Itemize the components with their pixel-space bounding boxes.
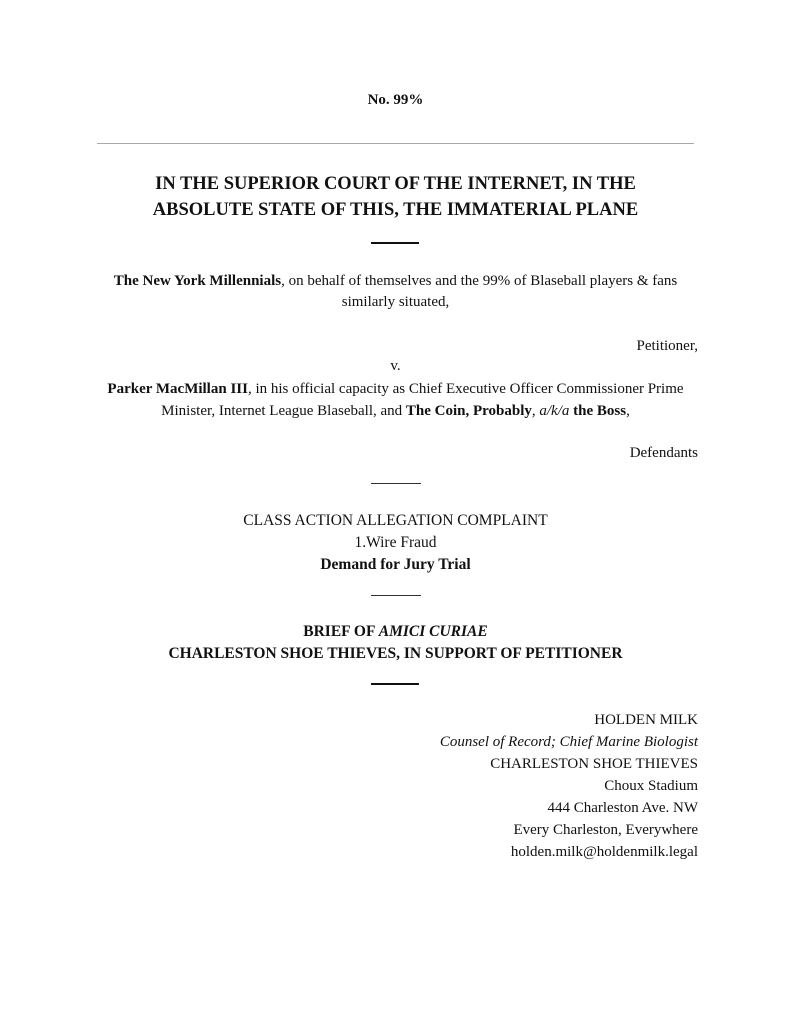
petitioner-line-2: similarly situated, xyxy=(341,294,450,310)
brief-title xyxy=(0,621,791,665)
section-rule-2 xyxy=(371,483,421,484)
defendant-alias: the Boss xyxy=(573,403,627,419)
defendant-role: Defendants xyxy=(629,445,698,461)
defendant-name: Parker MacMillan III xyxy=(107,381,248,397)
counsel-email: holden.milk@holdenmilk.legal xyxy=(510,844,698,860)
petitioner-name: The New York Millennials xyxy=(113,273,282,289)
counsel-org: CHARLESTON SHOE THIEVES xyxy=(490,756,698,772)
second-defendant-name: The Coin, Probably xyxy=(405,403,532,419)
complaint-title: CLASS ACTION ALLEGATION COMPLAINT xyxy=(243,512,548,529)
amici-curiae: AMICI CURIAE xyxy=(378,623,488,640)
section-rule-3 xyxy=(371,595,421,596)
header-divider xyxy=(97,143,694,144)
aka-label: a/k/a xyxy=(539,403,570,419)
complaint-count: 1.Wire Fraud xyxy=(354,534,437,551)
brief-line-2: CHARLESTON SHOE THIEVES, IN SUPPORT OF PETITIONER xyxy=(168,645,623,662)
defendant-line-2 xyxy=(0,400,791,422)
court-caption xyxy=(0,171,791,223)
section-rule-4 xyxy=(371,683,419,685)
brief-line-1 xyxy=(0,621,791,643)
counsel-city: Every Charleston, Everywhere xyxy=(513,822,698,838)
petitioner-block xyxy=(0,271,791,313)
counsel-name: HOLDEN MILK xyxy=(594,712,698,728)
complaint-block xyxy=(0,510,791,576)
counsel-block xyxy=(440,709,698,863)
petitioner-description: , on behalf of themselves and the 99% of Blaseball players & fans xyxy=(281,273,678,289)
counsel-title: Counsel of Record; Chief Marine Biologist xyxy=(439,734,698,750)
defendant-description: , in his official capacity as Chief Executive Officer Commissioner Prime xyxy=(247,381,684,397)
jury-demand: Demand for Jury Trial xyxy=(320,556,471,573)
versus: v. xyxy=(390,358,401,374)
counsel-venue: Choux Stadium xyxy=(604,778,698,794)
counsel-street: 444 Charleston Ave. NW xyxy=(547,800,698,816)
defendant-line-1 xyxy=(0,378,791,400)
petitioner-line-1 xyxy=(0,271,791,292)
court-caption-line-2: ABSOLUTE STATE OF THIS, THE IMMATERIAL PLANE xyxy=(152,200,639,220)
docket-number: No. 99% xyxy=(367,92,424,108)
court-caption-line-1: IN THE SUPERIOR COURT OF THE INTERNET, IN THE xyxy=(155,174,636,194)
brief-prefix: BRIEF OF xyxy=(303,623,379,640)
defendant-description-2: Minister, Internet League Blaseball, and xyxy=(161,403,406,419)
petitioner-role: Petitioner, xyxy=(636,338,698,354)
aka-separator: , xyxy=(531,403,540,419)
defendant-end: , xyxy=(626,403,630,419)
section-rule xyxy=(371,242,419,244)
defendant-block xyxy=(0,378,791,422)
